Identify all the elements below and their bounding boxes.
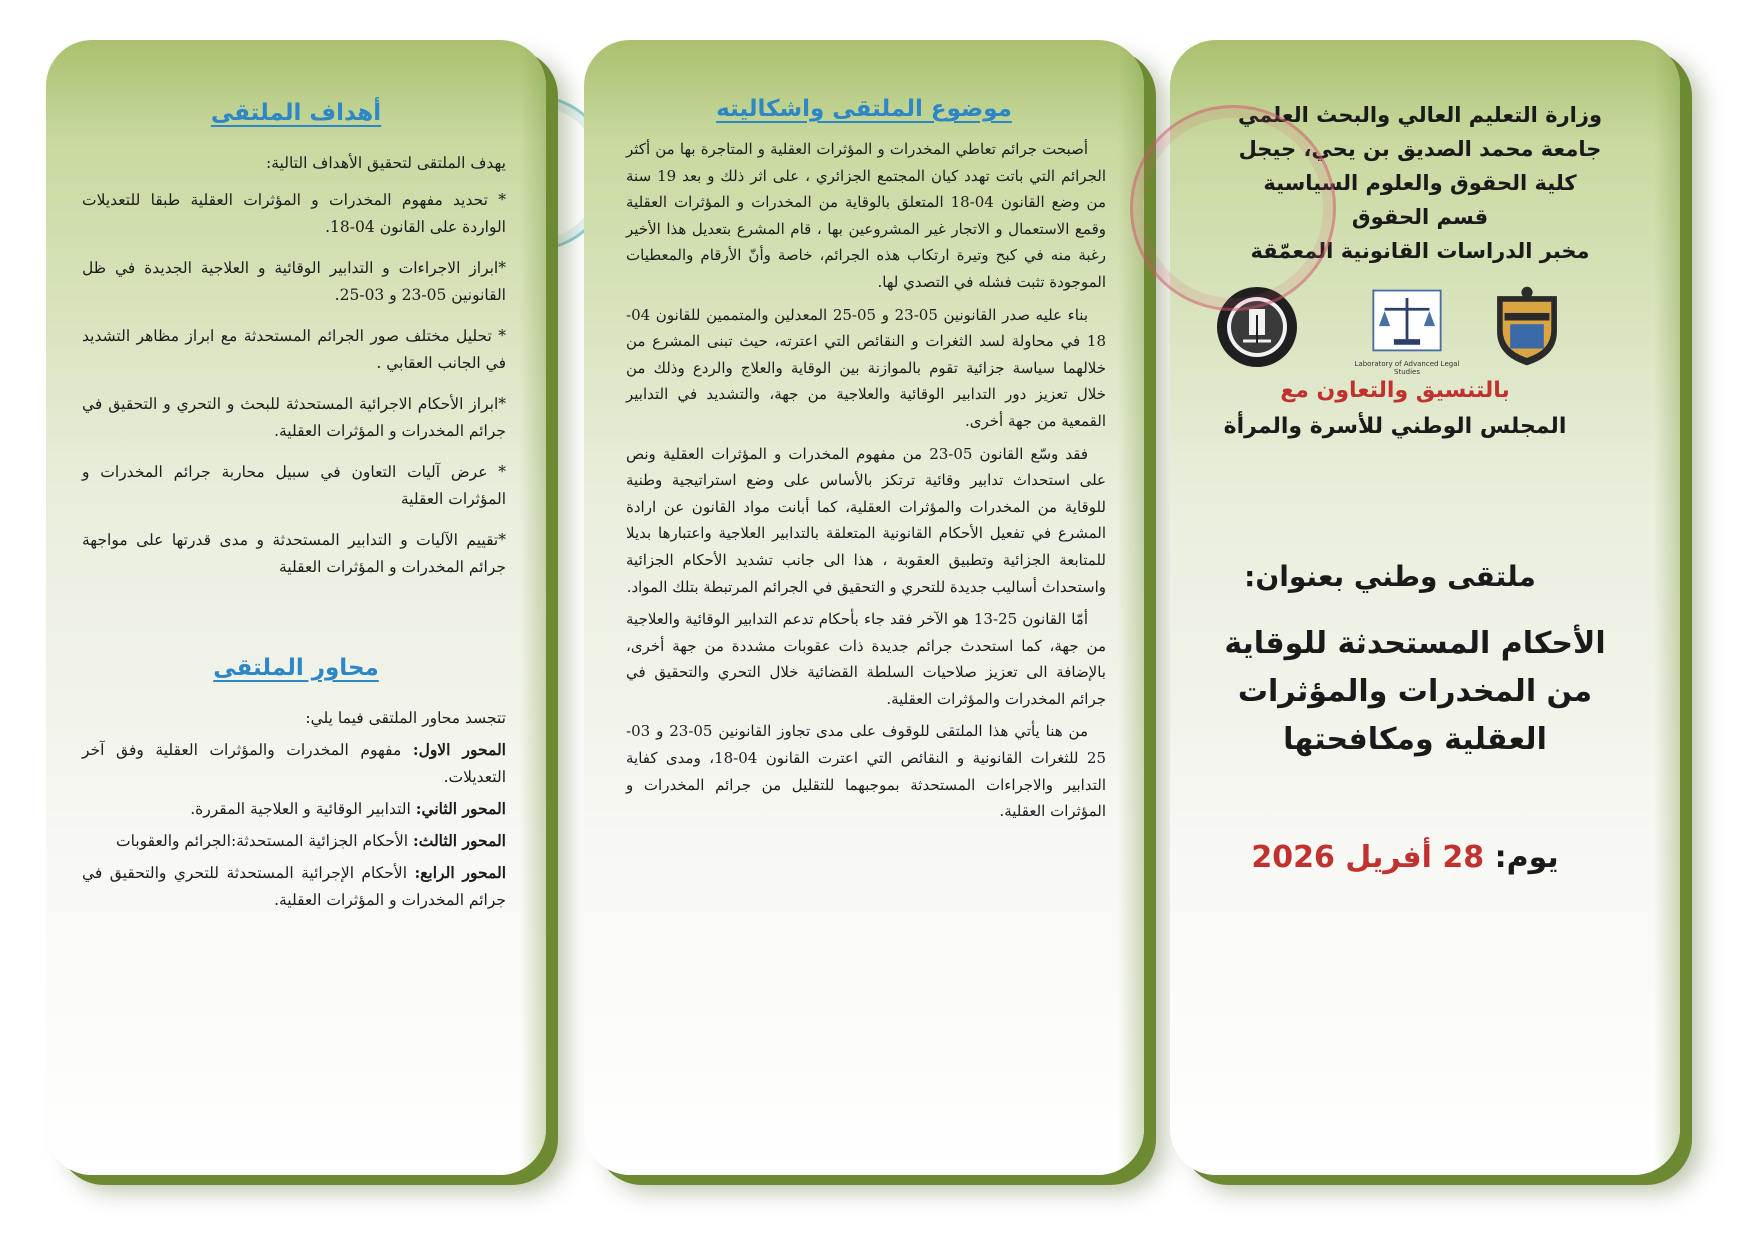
laboratory-name: مخبر الدراسات القانونية المعمّقة [1250,239,1590,263]
topic-section [626,136,1106,831]
goal-item: *تقييم الآليات و التدابير المستحدثة و مدى قدرتها على مواجهة جرائم المخدرات و المؤثرات العقلية [82,531,506,576]
axis-label: المحور الثاني: [415,799,506,818]
council-name: المجلس الوطني للأسرة والمرأة [1223,414,1567,439]
goal-item: * تحليل مختلف صور الجرائم المستحدثة مع ابراز مظاهر التشديد في الجانب العقابي . [82,327,506,372]
university-name: جامعة محمد الصديق بن يحي، جيجل [1238,137,1602,161]
axis-item [82,859,506,914]
department-name: قسم الحقوق [1351,205,1489,229]
axis-text: الأحكام الإجرائية المستحدثة للتحري والتحقيق في جرائم المخدرات و المؤثرات العقلية. [82,864,506,909]
laboratory-logo-icon [1354,284,1460,376]
goal-item: * عرض آليات التعاون في سبيل محاربة جرائم المخدرات و المؤثرات العقلية [82,463,506,508]
axes-section [82,705,506,918]
axis-text: التدابير الوقائية و العلاجية المقررة. [190,800,416,818]
axis-label: المحور الاول: [412,740,506,759]
goal-item: *ابراز الأحكام الاجرائية المستحدثة للبحث و التحري و التحقيق في جرائم المخدرات و المؤثرات العقلية. [82,395,506,440]
topic-title: موضوع الملتقى واشكاليته [716,96,1012,122]
goal-item: * تحديد مفهوم المخدرات و المؤثرات العقلية طبقا للتعديلات الواردة على القانون 04-18. [82,191,506,236]
forum-label: ملتقى وطني بعنوان: [1244,560,1536,593]
topic-paragraph: أمّا القانون 25-13 هو الآخر فقد جاء بأحكام تدعم التدابير الوقائية والعلاجية من جهة، كما استحدث جرائم جديدة ذات عقوبات مشددة من جهة أخرى، بالإضافة الى تعزيز صلاحيات السلطة القضائية خلال التحري والتحقيق في جرائم المخدرات والمؤثرات العقلية. [626,610,1106,708]
topic-paragraph: من هنا يأتي هذا الملتقى للوقوف على مدى تجاوز القانونين 05-23 و 03-25 للثغرات القانونية و النقائص التي اعترت القانون 04-18، ومدى كفاية التدابير والاجراءات المستحدثة بموجبهما للتقليل من جرائم المخدرات و المؤثرات العقلية. [626,722,1106,821]
university-logo-icon [1214,284,1300,370]
topic-paragraph: فقد وسّع القانون 05-23 من مفهوم المخدرات و المؤثرات العقلية ونص على استحداث تدابير وقائية ترتكز بالأساس على وضع استراتيجية وطنية للوقاية من المخدرات والمؤثرات العقلية، كما أبانت مواد القانون عن ارادة المشرع في تفعيل الأحكام القانونية المتعلقة بالتدابير العلاجية واعتبارها بديلا للمتابعة الجزائية وتطبيق العقوبة ، هذا الى جانب تشديد الأحكام الجزائية واستحداث أساليب جديدة للتحري و التحقيق في الجرائم المرتبطة بتلك المواد. [626,444,1106,596]
axis-text: مفهوم المخدرات والمؤثرات العقلية وفق آخر التعديلات. [82,741,506,786]
axis-item [82,827,506,855]
goals-intro: يهدف الملتقى لتحقيق الأهداف التالية: [266,154,506,172]
faculty-name: كلية الحقوق والعلوم السياسية [1263,171,1577,195]
goal-item: *ابراز الاجراءات و التدابير الوقائية و العلاجية الجديدة في ظل القانونين 05-23 و 03-25. [82,259,506,304]
coordination-label: بالتنسيق والتعاون مع [1280,378,1510,403]
axes-title: محاور الملتقى [213,655,379,681]
goals-title: أهداف الملتقى [210,100,382,126]
axis-label: المحور الثالث: [413,831,506,850]
faculty-logo-icon [1484,284,1570,370]
topic-paragraph: بناء عليه صدر القانونين 05-23 و 05-25 المعدلين والمتممين للقانون 04-18 في محاولة لسد الثغرات و النقائص التي اعترته، حيث تبنى المشرع من خلالهما سياسة جزائية تقوم بالموازنة بين الوقاية والعلاج والردع وذلك من خلال تعزيز دور التدابير الوقائية والعلاجية من جهة، والتشديد في التدابير القمعية من جهة أخرى. [626,305,1106,430]
topic-paragraph: أصبحت جرائم تعاطي المخدرات و المؤثرات العقلية و المتاجرة بها من أكثر الجرائم التي باتت تهدد كيان المجتمع الجزائري ، على اثر ذلك و بعد 19 سنة من وضع القانون 04-18 المتعلق بالوقاية من المخدرات و المؤثرات العقلية وقمع الاستعمال و الاتجار غير المشروعين بها ، قام المشرع بتعديل هذا الأخير رغبة منه في كبح وتيرة ارتكاب هذه الجرائم، خاصة وأنّ الأرقام والمعطيات الموجودة تثبت فشله في التصدي لها. [626,140,1107,291]
event-date [1170,840,1680,875]
laboratory-logo-caption: Laboratory of Advanced Legal Studies [1354,360,1460,376]
axes-intro: تتجسد محاور الملتقى فيما يلي: [305,709,506,727]
date-label: يوم: [1494,840,1559,875]
right-panel [1170,40,1680,1175]
axis-text: الأحكام الجزائية المستحدثة:الجرائم والعقوبات [116,832,414,850]
ministry-name: وزارة التعليم العالي والبحث العلمي [1237,103,1603,127]
axis-label: المحور الرابع: [414,863,506,882]
axis-item [82,736,506,791]
logos-row [1214,284,1636,384]
axis-item [82,795,506,823]
goals-section [82,150,506,595]
left-panel [46,40,546,1175]
institution-header [1200,98,1640,268]
date-value: 28 أفريل 2026 [1251,840,1485,875]
middle-panel [584,40,1144,1175]
forum-title: الأحكام المستحدثة للوقاية من المخدرات والمؤثرات العقلية ومكافحتها [1224,626,1606,757]
